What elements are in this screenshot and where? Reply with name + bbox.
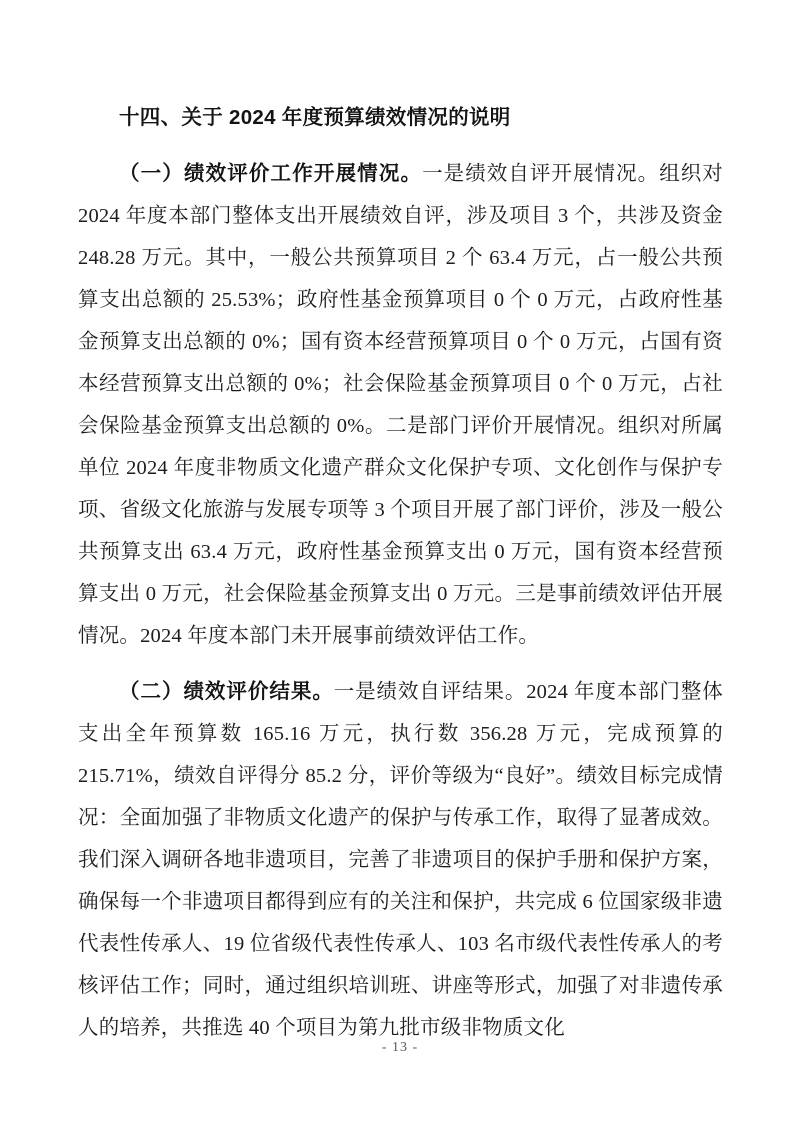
title-spacer	[78, 139, 723, 153]
page-title: 十四、关于 2024 年度预算绩效情况的说明	[119, 106, 511, 129]
section-lead-1: （一）绩效评价工作开展情况。	[119, 162, 423, 185]
section-text-1: 一是绩效自评开展情况。组织对 2024 年度本部门整体支出开展绩效自评，涉及项目 3 个，共涉及资金 248.28 万元。其中，一般公共预算项目 2 个 63.4 万元，占一般公共预算支出总额的 25.53%；政府性基金预算项目 0 个 0 万元，占政府性基金预算支出总额的 0%；国有资本经营预算项目 0 个 0 万元，占国有资本经营预算支出总额的 0%；社会保险基金预算项目 0 个 0 万元，占社会保险基金预算支出总额的 0%。二是部门评价开展情况。组织对所属单位 2024 年度非物质文化遗产群众文化保护专项、文化创作与保护专项、省级文化旅游与发展专项等 3 个项目开展了部门评价，涉及一般公共预算支出 63.4 万元，政府性基金预算支出 0 万元，国有资本经营预算支出 0 万元，社会保险基金预算支出 0 万元。三是事前绩效评估开展情况。2024 年度本部门未开展事前绩效评估工作。	[78, 163, 723, 647]
paragraph-spacer	[78, 657, 723, 671]
page-number-footer: - 13 -	[381, 1040, 419, 1055]
document-body	[78, 97, 723, 1049]
section-lead-2: （二）绩效评价结果。	[119, 680, 334, 703]
section-paragraph-1	[78, 153, 723, 657]
section-paragraph-2	[78, 671, 723, 1049]
section-text-2: 一是绩效自评结果。2024 年度本部门整体支出全年预算数 165.16 万元，执行数 356.28 万元，完成预算的 215.71%，绩效自评得分 85.2 分，评价等级为“良好”。绩效目标完成情况：全面加强了非物质文化遗产的保护与传承工作，取得了显著成效。我们深入调研各地非遗项目，完善了非遗项目的保护手册和保护方案，确保每一个非遗项目都得到应有的关注和保护，共完成 6 位国家级非遗代表性传承人、19 位省级代表性传承人、103 名市级代表性传承人的考核评估工作；同时，通过组织培训班、讲座等形式，加强了对非遗传承人的培养，共推选 40 个项目为第九批市级非物质文化	[78, 681, 723, 1039]
